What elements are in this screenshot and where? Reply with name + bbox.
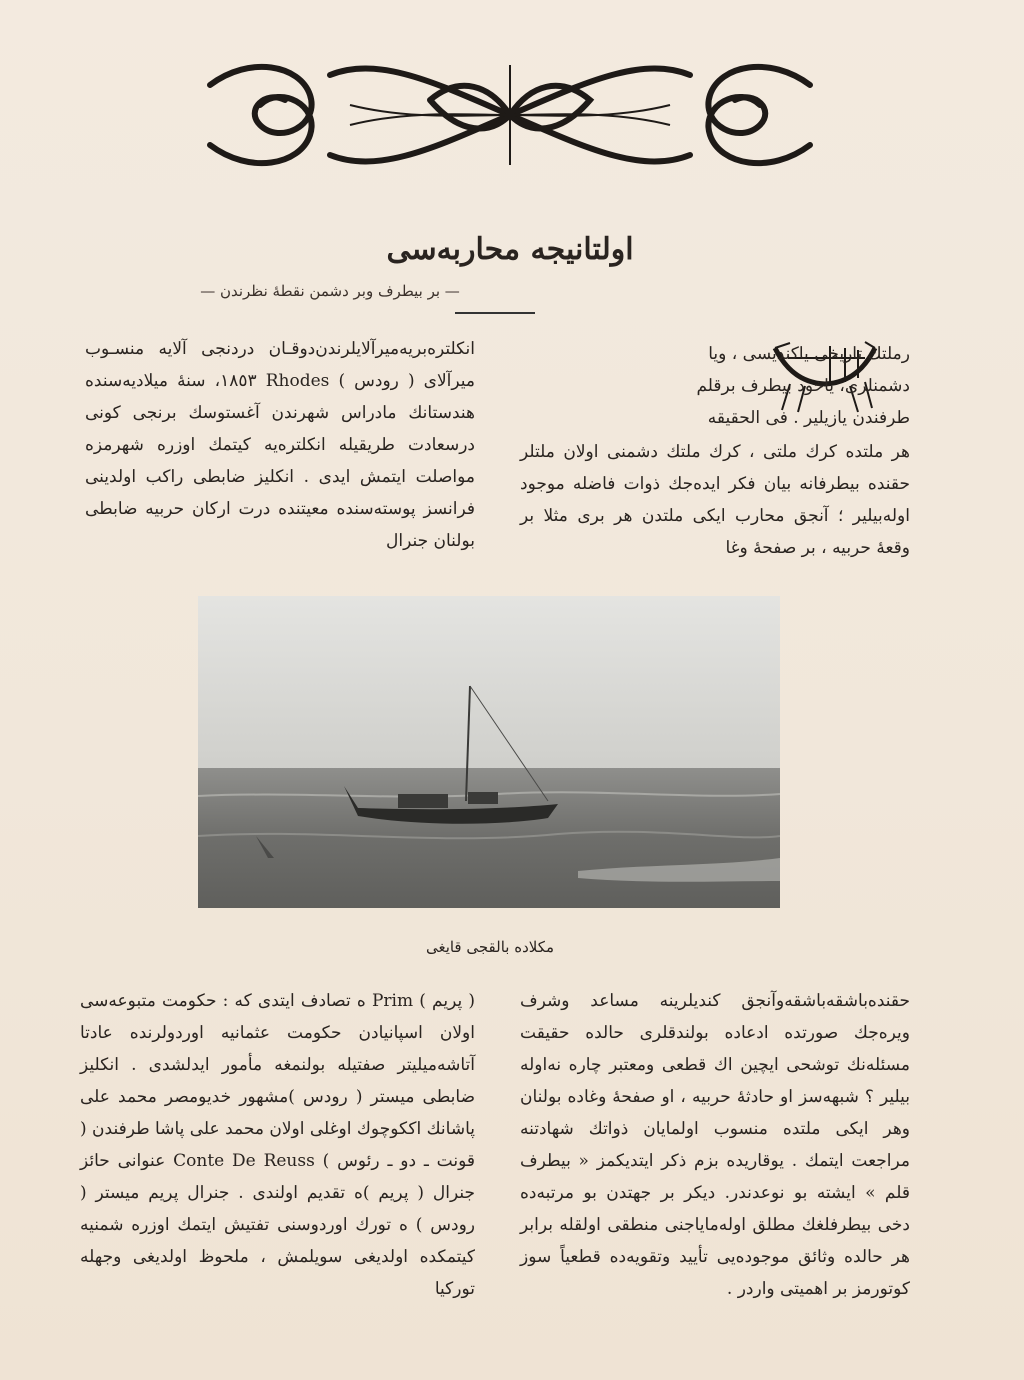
photo-scene (198, 596, 780, 908)
column-lower-left (80, 985, 475, 1305)
article-title: اولتانيجه محاربه‌سی (386, 232, 634, 267)
lead-line: دشمنلری، ياخود بيطرف برقلم (696, 376, 910, 396)
lead-line: رملتك تاريخی ياكنديسی ، ويا (708, 344, 910, 364)
photo-caption: مكلاده بالقجی قايغی (425, 938, 555, 956)
column-lower-right (520, 985, 910, 1305)
ornament-headpiece (190, 45, 830, 185)
paragraph-text: حقنده‌باشقه‌باشقه‌وآنجق كنديلرينه مساعد وشرف ويره‌جك صورتده ادعاده بولندقلری حالده حقيقت مسئله‌نك توشحی ايچين اك قطعی ومعتبر چاره نه‌اوله بيلير ؟ شبهه‌سز او حادثهٔ حربيه ، او صفحهٔ وغاده بولنان وهر ايكی ملتده منسوب اولمايان ذواتك شهادتنه مراجعت ايتمك . يوقاريده بزم ذكر ايتديكمز « بيطرف قلم » ايشته بو نوعدندر. ديكر بر جهتدن بو مرتبه‌ده دخی بيطرفلغك مطلق اوله‌ماياجنی منطقی اولقله برابر هر حالده وثائق موجوده‌يی تأييد وتقويه‌ده قطعياً سوز كوتورمز بر اهميتی واردر . (520, 991, 910, 1299)
lead-line: طرفندن يازيلير . فی الحقيقه (707, 408, 910, 428)
paragraph-text: ( پريم ) Prim ه تصادف ايتدی كه : حكومت متبوعه‌سی اولان اسپانيادن حكومت عثمانيه اوردولرنده عادتا آتاشه‌ميليتر صفتيله بولنمغه مأمور ايدلشدی . انكليز ضابطی ميستر ( رودس )مشهور خديومصر محمد علی پاشانك اككوچوك اوغلی اولان محمد علی پاشا طرفندن ( قونت ـ دو ـ رئوس ) Conte De Reuss عنوانی حائز جنرال ( پريم )ه تقديم اولندی . جنرال پريم ميستر ( رودس ) ه تورك اوردوسنی تفتيش ايتمك اوزره شمنیه كيتمكده اولديغی سويلمش ، ملحوظ اولديغی وجهله توركيا (80, 991, 475, 1299)
lead-paragraph (645, 338, 910, 434)
column-upper-right (520, 436, 910, 564)
paragraph-text: هر ملتده كرك ملتی ، كرك ملتك دشمنی اولان ملتلر حقنده بيطرفانه بيان فكر ايده‌جك ذوات فاضله موجود اوله‌بيلير ؛ آنجق محارب ايكی ملتدن هر بری مثلا بر وقعهٔ حربيه ، بر صفحهٔ وغا (520, 442, 910, 558)
column-upper-right-lead (520, 338, 910, 434)
boat-photo (198, 596, 780, 908)
article-subtitle: — بر بيطرف وبر دشمن نقطهٔ نظرندن — (200, 282, 460, 300)
column-upper-left (85, 333, 475, 557)
paragraph-text: انكلتره‌بريه‌ميرآلايلرندن‌دوقـان دردنجی آلايه منسـوب ميرآلای ( رودس ) Rhodes ١٨٥٣، سنهٔ ميلاديه‌سنده هندستانك مادراس شهرندن آغستوسك برنجی كونی درسعادت طريقيله انكلتره‌يه كيتمك اوزره شهرمزه مواصلت ايتمش ايدی . انكليز ضابطی راكب اولدينی فرانسز پوسته‌سنده معيتنده درت اركان حربيه ضابطی بولنان جنرال (85, 339, 475, 551)
title-divider (455, 312, 535, 314)
